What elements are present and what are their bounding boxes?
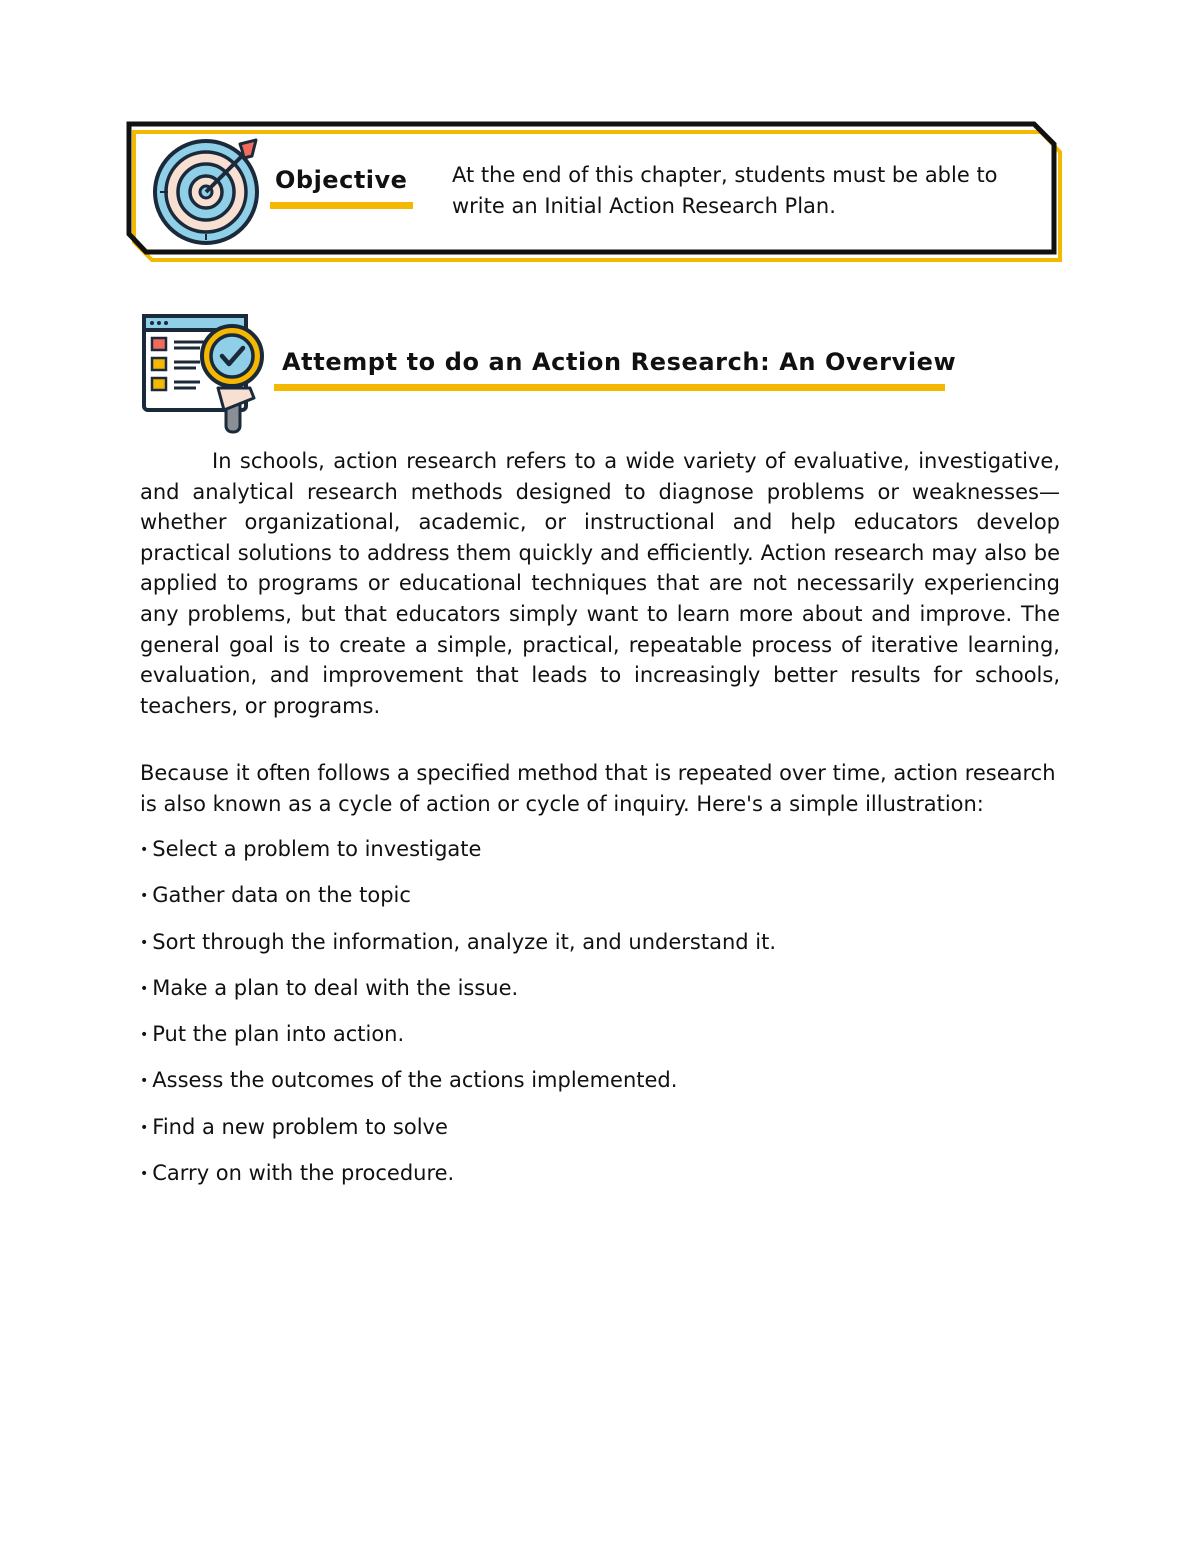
target-icon	[152, 136, 264, 248]
objective-heading: Objective	[275, 166, 408, 194]
list-item	[140, 1158, 1060, 1204]
section-underline	[274, 384, 945, 391]
objective-text: At the end of this chapter, students must be able to write an Initial Action Research Plan.	[452, 163, 998, 218]
step-text: Select a problem to investigate	[152, 837, 482, 861]
step-text: Gather data on the topic	[152, 883, 411, 908]
objective-underline	[270, 202, 413, 209]
step-text: Carry on with the procedure.	[152, 1161, 455, 1186]
list-item	[140, 880, 1060, 926]
intro-paragraph: In schools, action research refers to a wide variety of evaluative, investigative, and analytical research methods designed to diagnose problems or weaknesses—whether organizational, academic, or instructional and help educators develop practical solutions to address them quickly and efficiently. Action research may also be applied to programs or educational techniques that are not necessarily experiencing any problems, but that educators simply want to learn more about and improve. The general goal is to create a simple, practical, repeatable process of iterative learning, evaluation, and improvement that leads to increasingly better results for schools, teachers, or programs.	[140, 449, 1060, 718]
bullet-icon: •	[140, 1027, 149, 1044]
section-title: Attempt to do an Action Research: An Overview	[282, 348, 957, 376]
list-item	[140, 834, 1060, 880]
cycle-paragraph: Because it often follows a specified method that is repeated over time, action research is also known as a cycle of action or cycle of inquiry. Here's a simple illustration:	[140, 761, 1056, 816]
list-item	[140, 973, 1060, 1019]
bullet-icon: •	[140, 980, 149, 997]
bullet-icon: •	[140, 1166, 149, 1183]
step-text: Sort through the information, analyze it, and understand it.	[152, 929, 777, 954]
list-item	[140, 1112, 1060, 1158]
bullet-icon: •	[140, 1119, 149, 1136]
list-item	[140, 1065, 1060, 1111]
checklist-magnifier-icon	[140, 312, 268, 437]
steps-list	[140, 834, 1060, 1204]
bullet-icon: •	[140, 1073, 149, 1090]
bullet-icon: •	[140, 888, 149, 905]
bullet-icon: •	[140, 842, 149, 858]
bullet-icon: •	[140, 934, 149, 951]
list-item	[140, 1019, 1060, 1065]
list-item	[140, 927, 1060, 973]
step-text: Assess the outcomes of the actions implemented.	[152, 1068, 678, 1093]
step-text: Put the plan into action.	[152, 1022, 405, 1047]
step-text: Make a plan to deal with the issue.	[152, 975, 519, 1000]
step-text: Find a new problem to solve	[152, 1114, 448, 1139]
